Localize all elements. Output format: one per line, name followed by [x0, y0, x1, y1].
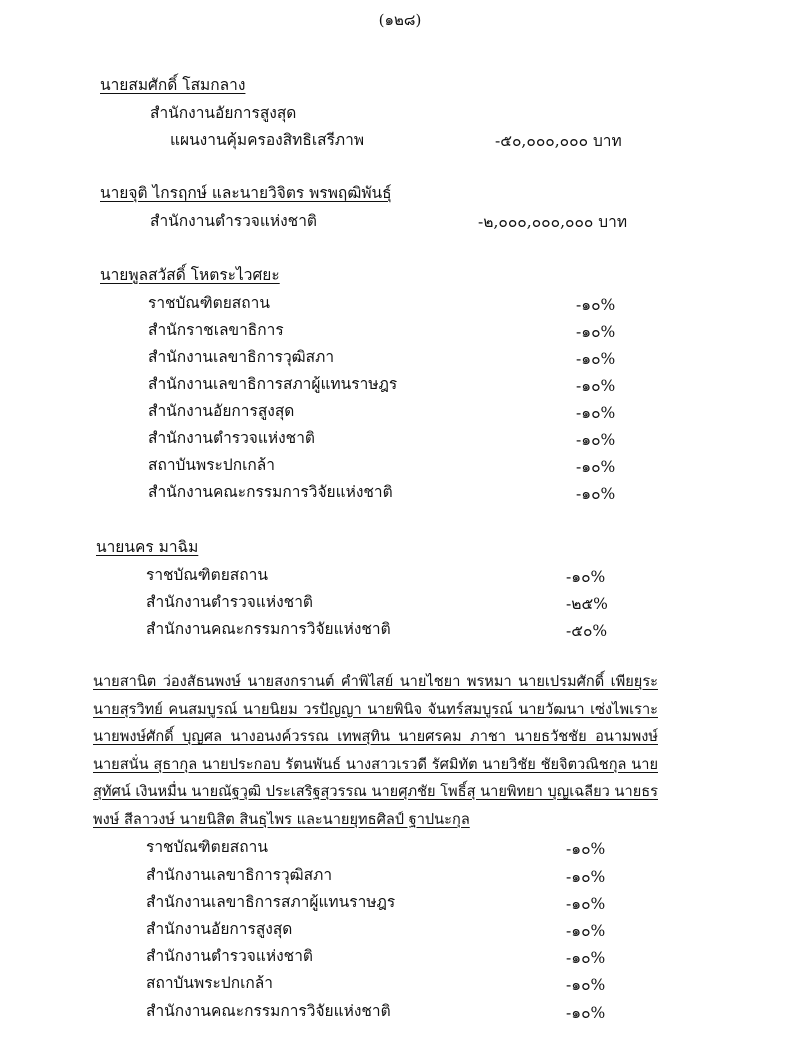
amount: -๑๐%: [576, 404, 616, 422]
org-line: สำนักงานเลขาธิการวุฒิสภา: [148, 348, 335, 366]
amount: -๑๐%: [576, 296, 616, 314]
amount: -๑๐%: [566, 840, 606, 858]
org-line: ราชบัณฑิตยสถาน: [148, 294, 270, 312]
amount: -๑๐%: [566, 949, 606, 967]
amount: -๑๐%: [566, 895, 606, 913]
org-line: สำนักงานคณะกรรมการวิจัยแห่งชาติ: [146, 620, 391, 638]
section-name: นายสมศักดิ์ โสมกลาง: [100, 76, 246, 94]
org-line: สำนักงานตำรวจแห่งชาติ: [148, 429, 315, 447]
amount: -๑๐%: [576, 350, 616, 368]
section-name: นายจุติ ไกรฤกษ์ และนายวิจิตร พรพฤฒิพันธุ์: [100, 184, 392, 202]
amount: -๕๐%: [566, 622, 608, 640]
page-number: (๑๒๘): [378, 11, 422, 29]
org-line: สถาบันพระปกเกล้า: [148, 456, 275, 474]
org-line: สำนักงานเลขาธิการวุฒิสภา: [146, 866, 333, 884]
org-line: ราชบัณฑิตยสถาน: [146, 566, 268, 584]
org-line: สำนักงานอัยการสูงสุด: [150, 104, 297, 122]
org-line: สำนักงานเลขาธิการสภาผู้แทนราษฎร: [146, 893, 396, 911]
amount: -๒๕%: [566, 595, 608, 613]
amount: -๑๐%: [576, 458, 616, 476]
amount: -๑๐%: [576, 485, 616, 503]
org-line: สำนักงานอัยการสูงสุด: [146, 920, 293, 938]
org-line: สำนักงานตำรวจแห่งชาติ: [146, 593, 313, 611]
org-line: สำนักงานตำรวจแห่งชาติ: [150, 212, 317, 230]
org-line: แผนงานคุ้มครองสิทธิเสรีภาพ: [170, 131, 365, 149]
org-line: สำนักงานเลขาธิการสภาผู้แทนราษฎร: [148, 375, 398, 393]
org-line: สำนักงานคณะกรรมการวิจัยแห่งชาติ: [148, 483, 393, 501]
amount: -๑๐%: [566, 868, 606, 886]
org-line: สำนักงานตำรวจแห่งชาติ: [146, 947, 313, 965]
section-name: นายพูลสวัสดิ์ โหตระไวศยะ: [100, 266, 280, 284]
org-line: สถาบันพระปกเกล้า: [146, 974, 273, 992]
amount: -๑๐%: [576, 431, 616, 449]
section-name: นายนคร มาฉิม: [96, 538, 199, 556]
org-line: สำนักงานคณะกรรมการวิจัยแห่งชาติ: [146, 1002, 391, 1020]
org-line: สำนักราชเลขาธิการ: [148, 321, 284, 339]
amount: -๑๐%: [566, 1004, 606, 1022]
amount: -๒,๐๐๐,๐๐๐,๐๐๐ บาท: [478, 213, 628, 231]
org-line: สำนักงานอัยการสูงสุด: [148, 402, 295, 420]
amount: -๑๐%: [576, 377, 616, 395]
amount: -๑๐%: [566, 976, 606, 994]
org-line: ราชบัณฑิตยสถาน: [146, 838, 268, 856]
amount: -๕๐,๐๐๐,๐๐๐ บาท: [495, 132, 622, 150]
section-name: นายสานิต ว่องสัธนพงษ์ นายสงกรานต์ คำพิไสย์ นายไชยา พรหมา นายเปรมศักดิ์ เพียยุระ นายสุรวิทย์ คนสมบูรณ์ นายนิยม วรปัญญา นายพินิจ จันทร์สมบูรณ์ นายวัฒนา เซ่งไพเราะ นายพงษ์ศักดิ์ บุญศล นางอนงค์วรรณ เทพสุทิน นายศรคม ภาชา นายธวัชชัย อนามพงษ์ นายสนั่น สุธากุล นายประกอบ รัตนพันธ์ นางสาวเรวดี รัศมิทัต นายวิชัย ชัยจิตวณิชกุล นายสุทัศน์ เงินหมื่น นายณัฐวุฒิ ประเสริฐสุวรรณ นายศุภชัย โพธิ์สุ นายพิทยา บุญเฉลียว นายธรพงษ์ สีลาวงษ์ นายนิสิต สินธุไพร และนายยุทธศิลป์ ฐาปนะกุล: [93, 673, 658, 828]
amount: -๑๐%: [566, 922, 606, 940]
amount: -๑๐%: [566, 568, 606, 586]
amount: -๑๐%: [576, 323, 616, 341]
